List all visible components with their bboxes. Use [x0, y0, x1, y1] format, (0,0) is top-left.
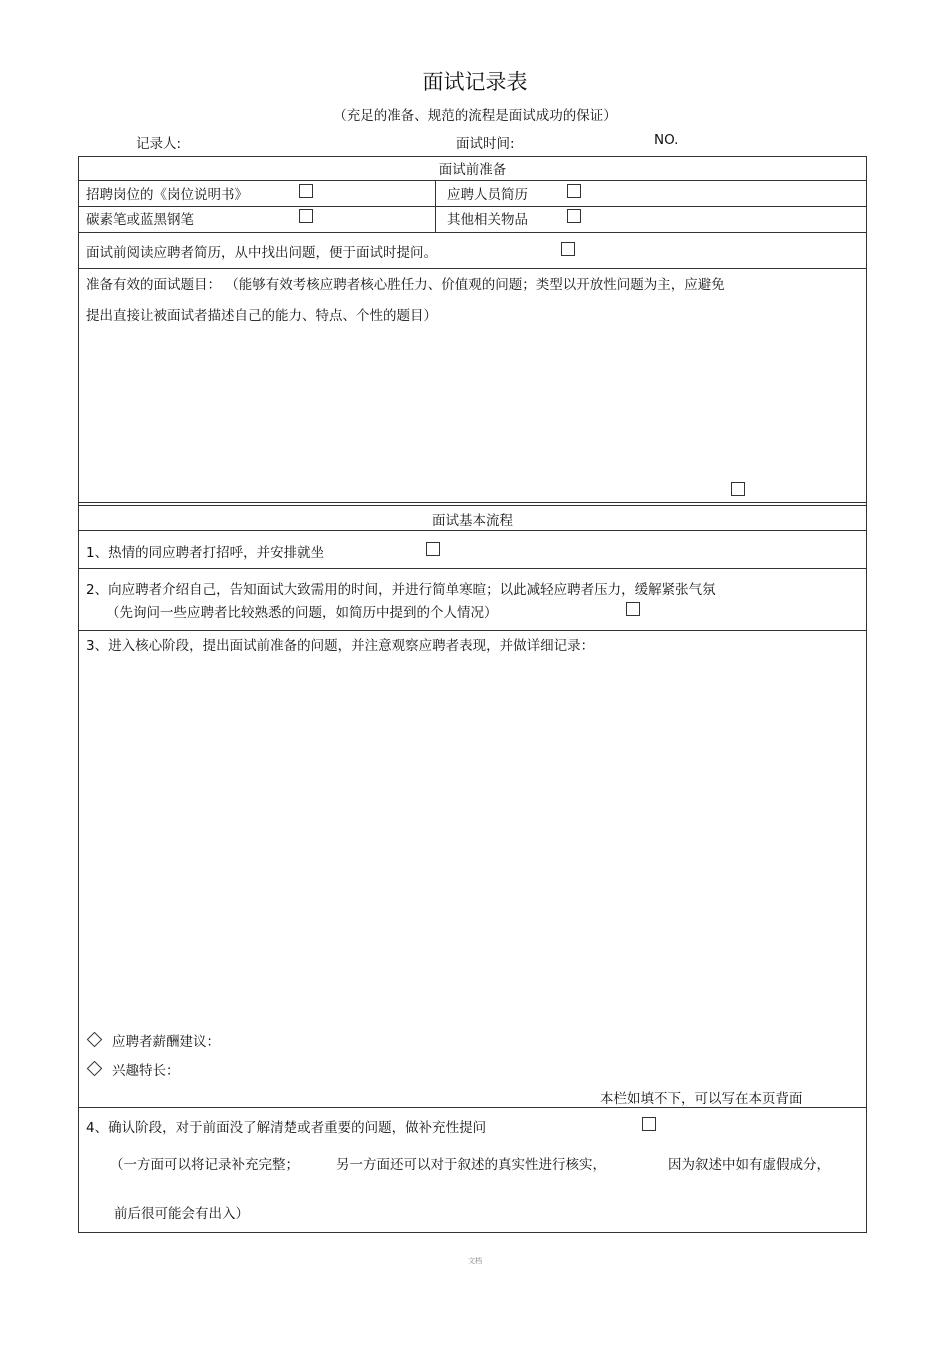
record-writing-area[interactable] — [86, 660, 856, 1020]
pen-item: 碳素笔或蓝黑钢笔 — [86, 212, 194, 228]
row-divider — [78, 502, 867, 503]
row-divider — [78, 568, 867, 569]
prepare-questions-text-continued: 提出直接让被面试者描述自己的能力、特点、个性的题目） — [86, 308, 437, 324]
salary-suggestion-label: 应聘者薪酬建议： — [112, 1034, 220, 1050]
row-divider — [78, 1107, 867, 1108]
step4-note-part4: 前后很可能会有出入） — [114, 1206, 249, 1222]
table-right-border — [866, 156, 867, 1233]
page-footer: 文档 — [468, 1257, 482, 1265]
hobby-label: 兴趣特长： — [112, 1063, 180, 1079]
interview-time-label: 面试时间: — [456, 136, 515, 152]
resume-item: 应聘人员简历 — [447, 187, 528, 203]
step2-text: 2、向应聘者介绍自己，告知面试大致需用的时间，并进行简单寒暄；以此减轻应聘者压力，缓解紧张气氛 — [86, 582, 716, 598]
prepare-questions-text: 准备有效的面试题目： （能够有效考核应聘者核心胜任力、价值观的问题；类型以开放性问题为主，应避免 — [86, 277, 725, 293]
pen-checkbox[interactable] — [299, 209, 313, 223]
row-divider — [78, 206, 867, 207]
step1-text: 1、热情的同应聘者打招呼，并安排就坐 — [86, 545, 325, 561]
step4-note-part1: （一方面可以将记录补充完整； — [110, 1157, 299, 1173]
form-title: 面试记录表 — [422, 70, 528, 94]
prepare-questions-checkbox[interactable] — [731, 482, 745, 496]
step2-checkbox[interactable] — [626, 602, 640, 616]
form-subtitle: （充足的准备、规范的流程是面试成功的保证） — [333, 108, 617, 124]
row-divider — [78, 232, 867, 233]
step3-text: 3、进入核心阶段，提出面试前准备的问题，并注意观察应聘者表现，并做详细记录： — [86, 638, 595, 654]
table-bottom-border — [78, 1232, 867, 1233]
resume-checkbox[interactable] — [567, 184, 581, 198]
table-left-border — [78, 156, 79, 1233]
row-divider — [78, 180, 867, 181]
row-divider — [78, 630, 867, 631]
column-divider — [435, 180, 436, 232]
step2-text-continued: （先询问一些应聘者比较熟悉的问题，如简历中提到的个人情况） — [106, 605, 498, 621]
row-divider — [78, 530, 867, 531]
other-items-checkbox[interactable] — [567, 209, 581, 223]
row-divider — [78, 268, 867, 269]
questions-writing-area[interactable] — [86, 325, 856, 475]
step4-note-part2: 另一方面还可以对于叙述的真实性进行核实， — [336, 1157, 606, 1173]
step4-text: 4、确认阶段，对于前面没了解清楚或者重要的问题，做补充性提问 — [86, 1120, 487, 1136]
diamond-bullet-icon — [87, 1032, 103, 1048]
step4-note-part3: 因为叙述中如有虚假成分， — [668, 1157, 830, 1173]
table-top-border — [78, 156, 867, 157]
read-resume-checkbox[interactable] — [561, 242, 575, 256]
overflow-note: 本栏如填不下，可以写在本页背面 — [600, 1091, 803, 1107]
diamond-bullet-icon — [87, 1061, 103, 1077]
prep-section-header: 面试前准备 — [438, 162, 507, 178]
recorder-label: 记录人: — [136, 136, 182, 152]
step1-checkbox[interactable] — [426, 542, 440, 556]
step4-checkbox[interactable] — [642, 1117, 656, 1131]
other-items-item: 其他相关物品 — [447, 212, 528, 228]
record-number-label: NO. — [654, 132, 679, 148]
job-description-checkbox[interactable] — [299, 184, 313, 198]
job-description-item: 招聘岗位的《岗位说明书》 — [86, 187, 248, 203]
row-divider-double — [78, 505, 867, 506]
process-section-header: 面试基本流程 — [432, 513, 513, 529]
read-resume-text: 面试前阅读应聘者简历，从中找出问题，便于面试时提问。 — [86, 245, 437, 261]
